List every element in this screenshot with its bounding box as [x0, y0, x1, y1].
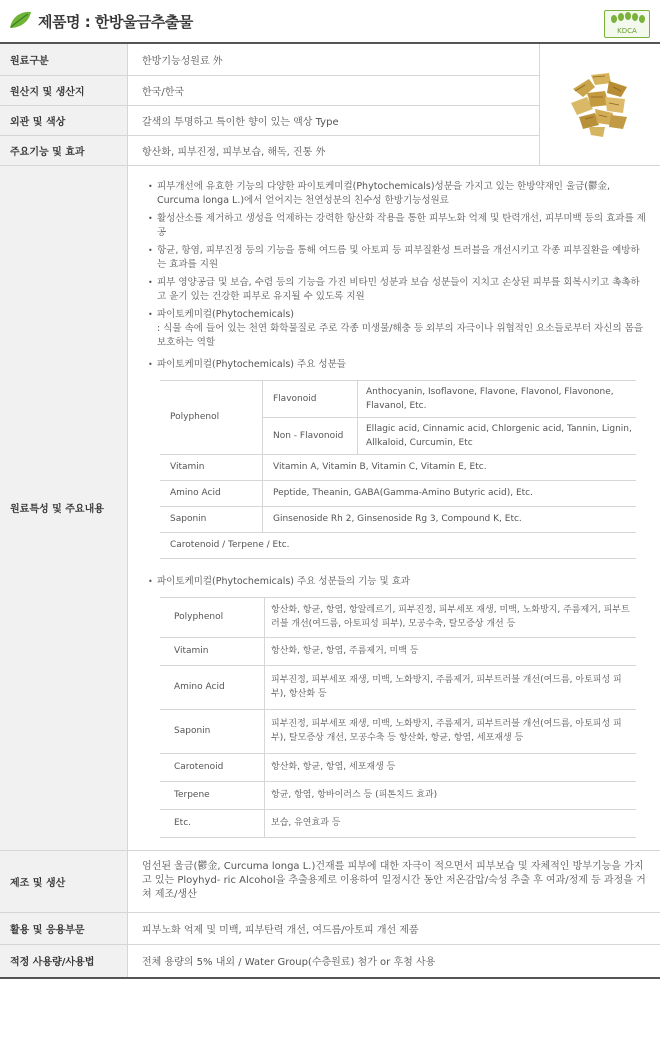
label-features: 원료특성 및 주요내용	[0, 165, 128, 850]
component-saponin-items: Ginsenoside Rh 2, Ginsenoside Rg 3, Compound K, Etc.	[263, 506, 637, 532]
components-heading: • 파이토케미컬(Phytochemicals) 주요 성분들	[148, 358, 646, 372]
value-material-type: 한방기능성원료 外	[128, 44, 540, 75]
row-usage	[0, 944, 660, 978]
function-desc: 항균, 항염, 항바이러스 등 (피톤치드 효과)	[265, 781, 637, 809]
row-manufacturing	[0, 850, 660, 912]
feature-point-1: • 피부개선에 유효한 기능의 다양한 파이토케미컬(Phytochemicals)성분을 가지고 있는 한방약재인 울금(鬱金, Curcuma longa L.)에서 얻어지는 천연성분의 친수성 한방기능성원료	[148, 180, 646, 208]
title-bar	[0, 0, 660, 44]
functions-row	[160, 781, 636, 809]
label-appearance: 외관 및 색상	[0, 105, 128, 135]
turmeric-slices-image	[565, 67, 635, 139]
leaf-icon	[8, 10, 32, 30]
feature-point-4: • 피부 영양공급 및 보습, 수렴 등의 기능을 가진 비타민 성분과 보습 성분들이 지치고 손상된 피부를 회복시키고 촉촉하고 윤기 있는 건강한 피부로 유지될 수 있도록 지원	[148, 276, 646, 304]
functions-row	[160, 637, 636, 665]
function-name: Carotenoid	[160, 753, 265, 781]
product-image-cell	[540, 44, 660, 165]
value-application: 피부노화 억제 및 미백, 피부탄력 개선, 여드름/아토피 개선 제품	[128, 912, 660, 944]
row-features	[0, 165, 660, 850]
function-name: Vitamin	[160, 637, 265, 665]
feature-point-5: • 파이토케미컬(Phytochemicals)	[148, 308, 646, 322]
page-title: 제품명 : 한방울금추출물	[38, 13, 193, 31]
component-vitamin-items: Vitamin A, Vitamin B, Vitamin C, Vitamin E, Etc.	[263, 454, 637, 480]
component-carotenoid: Carotenoid / Terpene / Etc.	[160, 532, 636, 558]
feature-point-3: • 항균, 항염, 피부진정 등의 기능을 통해 여드름 및 아토피 등 피부질환성 트러블을 개선시키고 각종 피부질환을 예방하는 효과를 지원	[148, 244, 646, 272]
functions-table	[160, 597, 636, 838]
component-saponin: Saponin	[160, 506, 263, 532]
label-material-type: 원료구분	[0, 44, 128, 75]
component-non-flavonoid: Non - Flavonoid	[263, 417, 358, 454]
component-flavonoid-items: Anthocyanin, Isoflavone, Flavone, Flavonol, Flavonone, Flavanol, Etc.	[358, 380, 637, 417]
label-application: 활용 및 응용부문	[0, 912, 128, 944]
components-row-amino	[160, 480, 636, 506]
function-name: Saponin	[160, 709, 265, 753]
kdca-logo	[604, 10, 650, 38]
feature-point-5-desc: : 식물 속에 들어 있는 천연 화학물질로 주로 각종 미생물/해충 등 외부의 자극이나 위협적인 요소들로부터 자신의 몸을 보호하는 역할	[157, 322, 644, 348]
row-material-type	[0, 44, 660, 75]
spec-table	[0, 44, 660, 979]
function-desc: 항산화, 항균, 항염, 주름제거, 미백 등	[265, 637, 637, 665]
functions-row	[160, 809, 636, 837]
logo-text: KDCA	[617, 27, 637, 35]
components-row-vitamin	[160, 454, 636, 480]
component-amino: Amino Acid	[160, 480, 263, 506]
features-content	[128, 166, 660, 850]
function-desc: 보습, 유연효과 등	[265, 809, 637, 837]
value-function: 항산화, 피부진정, 피부보습, 해독, 진통 外	[128, 135, 540, 165]
functions-heading: • 파이토케미컬(Phytochemicals) 주요 성분들의 기능 및 효과	[148, 575, 646, 589]
feature-point-2: • 활성산소를 제거하고 생성을 억제하는 강력한 항산화 작용을 통한 피부노화 억제 및 탄력개선, 피부미백 등의 효과를 제공	[148, 212, 646, 240]
function-name: Amino Acid	[160, 665, 265, 709]
functions-row	[160, 709, 636, 753]
function-name: Etc.	[160, 809, 265, 837]
label-usage: 적정 사용량/사용법	[0, 944, 128, 978]
function-name: Polyphenol	[160, 597, 265, 637]
function-desc: 피부진정, 피부세포 재생, 미백, 노화방지, 주름제거, 피부트러블 개선(여드름, 아토피성 피부), 탈모증상 개선, 모공수축 등 항산화, 항균, 항염, 세포재생 등	[265, 709, 637, 753]
row-application	[0, 912, 660, 944]
function-desc: 항산화, 항균, 항염, 세포재생 등	[265, 753, 637, 781]
component-vitamin: Vitamin	[160, 454, 263, 480]
components-row-carotenoid	[160, 532, 636, 558]
features-cell	[128, 165, 660, 850]
function-desc: 항산화, 항균, 항염, 항알레르기, 피부진정, 피부세포 재생, 미백, 노화방지, 주름제거, 피부트러블 개선(여드름, 아토피성 피부), 모공수축, 탈모증상 개선 등	[265, 597, 637, 637]
components-row-flavonoid	[160, 380, 636, 417]
component-flavonoid: Flavonoid	[263, 380, 358, 417]
component-polyphenol: Polyphenol	[160, 380, 263, 454]
function-desc: 피부진정, 피부세포 재생, 미백, 노화방지, 주름제거, 피부트러블 개선(여드름, 아토피성 피부), 항산화 등	[265, 665, 637, 709]
label-manufacturing: 제조 및 생산	[0, 850, 128, 912]
functions-row	[160, 597, 636, 637]
components-table	[160, 380, 636, 559]
component-non-flavonoid-items: Ellagic acid, Cinnamic acid, Chlorgenic acid, Tannin, Lignin, Allkaloid, Curcumin, Etc	[358, 417, 637, 454]
label-function: 주요기능 및 효과	[0, 135, 128, 165]
component-amino-items: Peptide, Theanin, GABA(Gamma-Amino Butyric acid), Etc.	[263, 480, 637, 506]
function-name: Terpene	[160, 781, 265, 809]
value-manufacturing: 엄선된 울금(鬱金, Curcuma longa L.)건재를 피부에 대한 자극이 적으면서 피부보습 및 자체적인 방부기능을 가지고 있는 Ployhyd- ric Alcohol을 추출용제로 이용하여 일정시간 동안 저온감압/숙성 추출 후 여과/정제 등 과정을 거쳐 제조/생산	[128, 850, 660, 912]
value-origin: 한국/한국	[128, 75, 540, 105]
functions-row	[160, 753, 636, 781]
value-appearance: 갈색의 투명하고 특이한 향이 있는 액상 Type	[128, 105, 540, 135]
functions-row	[160, 665, 636, 709]
components-row-saponin	[160, 506, 636, 532]
value-usage: 전체 용량의 5% 내외 / Water Group(수층원료) 첨가 or 후첨 사용	[128, 944, 660, 978]
label-origin: 원산지 및 생산지	[0, 75, 128, 105]
